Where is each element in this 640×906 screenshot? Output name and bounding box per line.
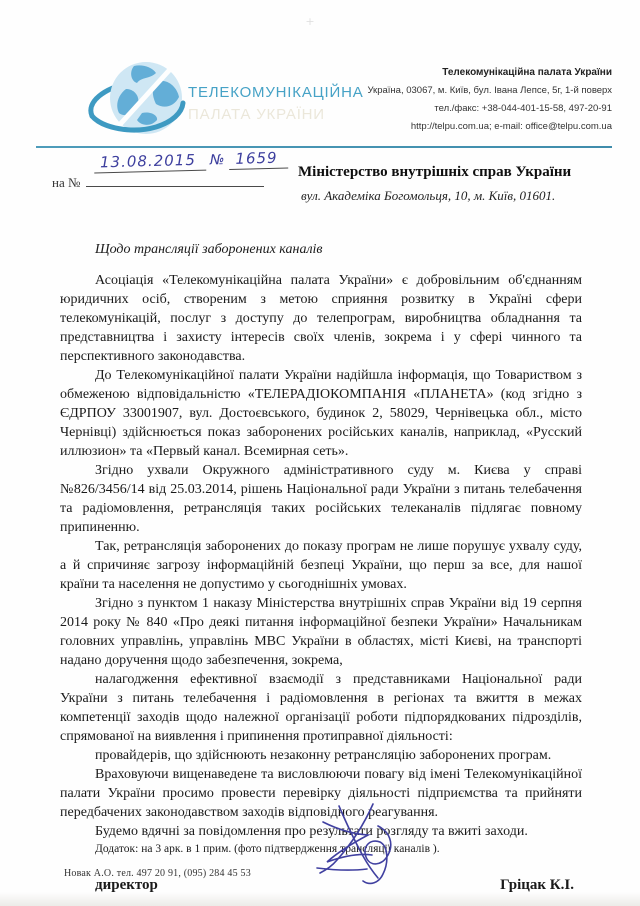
letterhead-contact-block	[367, 64, 612, 136]
recipient-name: Міністерство внутрішніх справ України	[298, 164, 572, 180]
body-paragraph: Згідно з пунктом 1 наказу Міністерства внутрішніх справ України від 19 серпня 2014 року № 840 «Про деякі питання інформаційної безпеки України» Начальникам головних управлінь, управлінь МВС України в областях, місті Києві, на транспорті надано доручення щодо забезпечення, зокрема,	[60, 596, 582, 668]
reply-reference-blank	[86, 186, 264, 187]
body-paragraph: Так, ретрансляція заборонених до показу програм не лише порушує ухвалу суду, а й спричиняє загрозу інформаційній безпеці України, що перш за все, для нашої країни та населення не допустимо у сьогоднішніх умовах.	[60, 539, 582, 592]
reply-reference-label: на №	[52, 175, 81, 190]
body-paragraph: Асоціація «Телекомунікаційна палата України» є добровільним об'єднанням юридичних осіб, створеним з метою сприяння розвитку в Україні сфери телекомунікацій, послуг з доступу до телепрограм, виробництва обладнання та представництва і захисту інтересів своїх членів, зокрема і у сфері чинного та перспективного законодавства.	[60, 273, 582, 364]
letter-body	[60, 240, 582, 895]
org-web-email: http://telpu.com.ua; e-mail: office@telpu.com.ua	[410, 121, 612, 132]
letterhead-divider	[36, 146, 612, 148]
reply-reference-line	[52, 175, 288, 191]
org-address: Україна, 03067, м. Київ, бул. Івана Лепсе, 5г, 1-й поверх	[367, 85, 612, 96]
body-paragraph: Будемо вдячні за повідомлення про результати розгляду та вжиті заходи.	[95, 824, 528, 839]
org-phone: тел./факс: +38-044-401-15-58, 497-20-91	[434, 103, 612, 114]
subject-line: Щодо трансляції заборонених каналів	[95, 242, 323, 257]
ref-number-handwritten: 1659	[235, 148, 278, 168]
body-paragraph: Згідно ухвали Окружного адміністративного суду м. Києва у справі №826/3456/14 від 25.03.2014, рішень Національної ради України з питань телебачення та радіомовлення, ретрансляція таких російських телеканалів підлягає повному припиненню.	[60, 463, 582, 535]
logo-wordmark	[188, 84, 364, 123]
recipient-block	[298, 164, 614, 204]
executor-contact: Новак А.О. тел. 497 20 91, (095) 284 45 53	[64, 868, 251, 879]
body-paragraph: До Телекомунікаційної палати України надійшла інформація, що Товариством з обмеженою відповідальністю «ТЕЛЕРАДІОКОМПАНІЯ «ПЛАНЕТА» (код згідно з ЄДРПОУ 33001907, вул. Достоєвського, будинок 2, 58029, Чернівецька обл., місто Чернівці) здійснюється показ заборонених російських каналів, наприклад, «Русский иллюзион» та «Первый канал. Всемирная сеть».	[60, 368, 582, 459]
attachment-note: Додаток: на 3 арк. в 1 прим. (фото підтвердження трансляції каналів ).	[95, 843, 440, 855]
recipient-address: вул. Академіка Богомольця, 10, м. Київ, 01601.	[301, 188, 556, 203]
org-name: Телекомунікаційна палата України	[442, 67, 612, 78]
globe-swoosh-icon	[84, 56, 190, 142]
signer-name: Гріцак К.І.	[500, 877, 574, 893]
ref-date-handwritten: 13.08.2015	[99, 150, 197, 172]
logo-wordmark-line1: ТЕЛЕКОМУНІКАЦІЙНА	[188, 84, 364, 101]
ref-number-sign: №	[209, 152, 226, 169]
handwritten-signature	[293, 798, 423, 895]
signature-scribble-icon	[293, 798, 423, 890]
scan-artifact-mark: +	[305, 15, 315, 28]
reference-block	[52, 148, 288, 191]
signer-position-title: директор	[95, 877, 158, 893]
logo-wordmark-line2: ПАЛАТА УКРАЇНИ	[188, 106, 325, 123]
body-paragraph: провайдерів, що здійснюють незаконну ретрансляцію заборонених програм.	[95, 748, 552, 763]
organization-logo	[84, 56, 190, 147]
body-paragraph: налагодження ефективної взаємодії з представниками Національної ради України з питань телебачення і радіомовлення в регіонах та вжиття в межах компетенції заходів щодо належної організації роботи підпорядкованих підрозділів, спрямованої на виявлення і припинення протиправної діяльності:	[60, 672, 582, 744]
outgoing-reference-line	[94, 148, 288, 173]
body-paragraph: Враховуючи вищенаведене та висловлюючи повагу від імені Телекомунікаційної палати України просимо провести перевірку діяльності підприємства та прийняти передбачених законодавством заходів відповідного реагування.	[60, 767, 582, 820]
